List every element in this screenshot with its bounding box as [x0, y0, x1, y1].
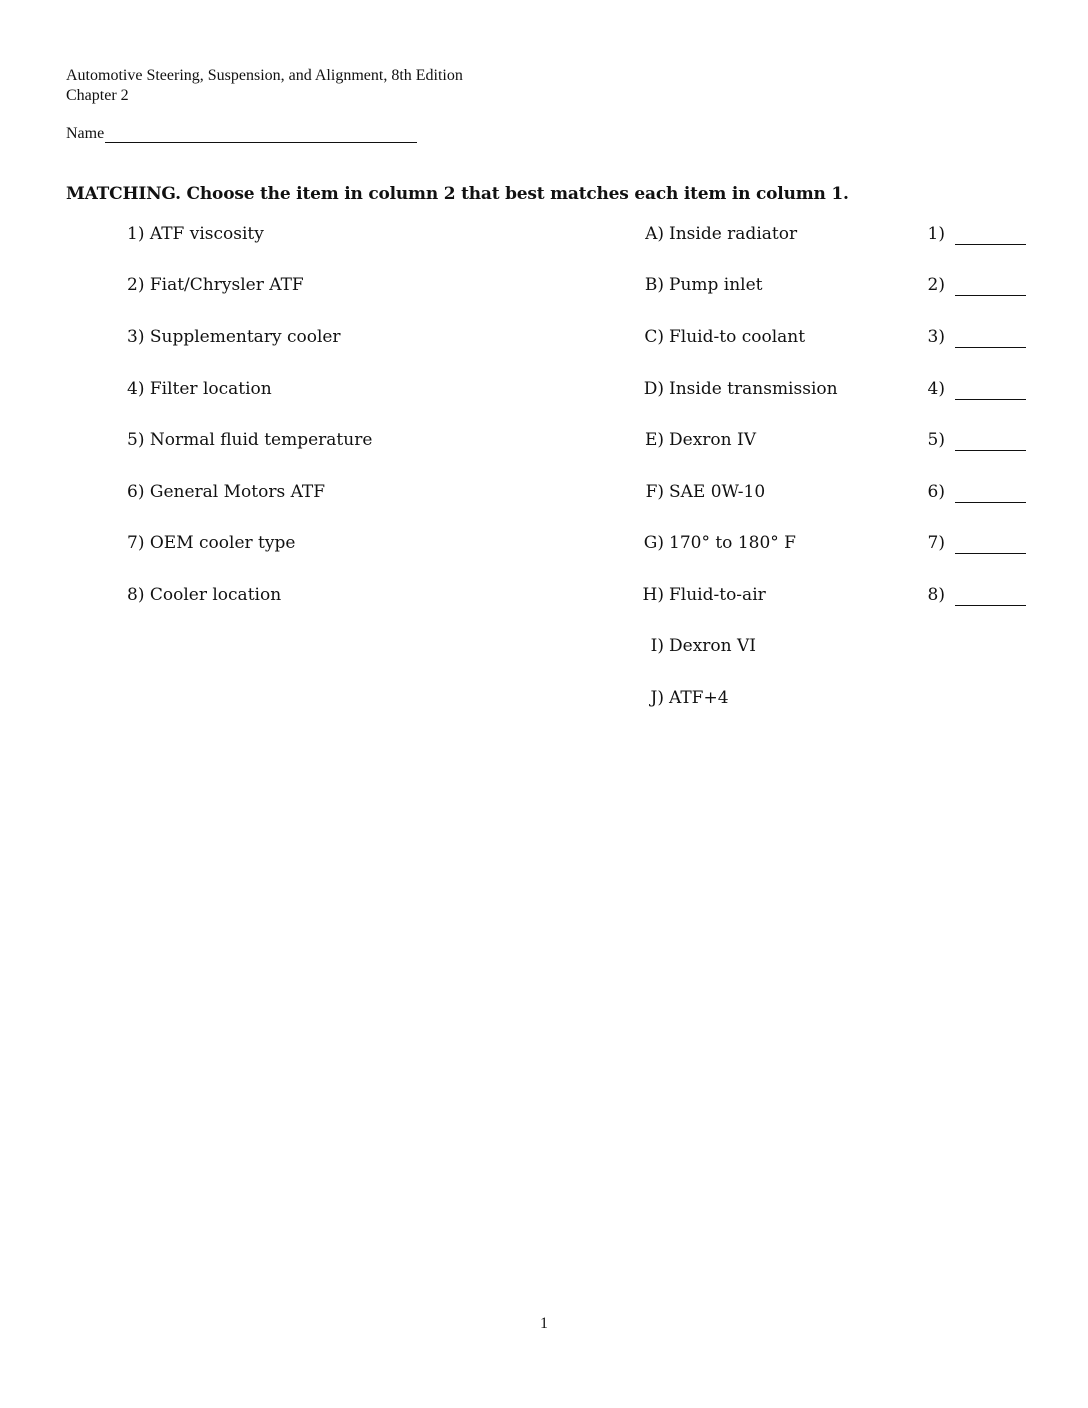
column1-item-text: OEM cooler type — [149, 533, 296, 553]
matching-row — [0, 275, 1088, 299]
matching-row — [0, 224, 1088, 248]
matching-row — [0, 533, 1088, 557]
column2-option-letter: G) — [643, 533, 664, 553]
book-title: Automotive Steering, Suspension, and Alignment, 8th Edition — [66, 67, 463, 84]
column1-item-number: 1) — [127, 224, 145, 244]
column1-item-text: Filter location — [149, 379, 272, 399]
column2-option-letter: B) — [644, 275, 664, 295]
column2-option-letter: I) — [650, 636, 664, 656]
column2-option-text: ATF+4 — [669, 688, 729, 708]
answer-blank[interactable] — [955, 399, 1026, 400]
column2-option-letter: H) — [642, 585, 664, 605]
matching-row — [0, 636, 1088, 660]
chapter-label: Chapter 2 — [66, 87, 129, 104]
column2-option — [645, 224, 798, 244]
name-label: Name — [66, 125, 105, 142]
answer-number: 5) — [927, 430, 945, 450]
column1-item — [127, 224, 264, 244]
answer-blank[interactable] — [955, 553, 1026, 554]
column1-item-text: Fiat/Chrysler ATF — [149, 275, 304, 295]
column2-option-text: Inside radiator — [669, 224, 798, 244]
column2-option — [650, 688, 729, 708]
column1-item-number: 5) — [127, 430, 145, 450]
matching-row — [0, 585, 1088, 609]
column1-item — [127, 533, 295, 553]
column2-option — [650, 636, 756, 656]
column2-option-text: Inside transmission — [669, 379, 838, 399]
column1-item — [127, 482, 325, 502]
column2-option-text: SAE 0W-10 — [669, 482, 766, 502]
answer-blank[interactable] — [955, 244, 1026, 245]
column2-option-text: Dexron IV — [669, 430, 756, 450]
column1-item-text: Supplementary cooler — [149, 327, 341, 347]
column2-option-text: Fluid-to coolant — [669, 327, 806, 347]
column2-option-letter: D) — [643, 379, 664, 399]
answer-blank[interactable] — [955, 295, 1026, 296]
column1-item — [127, 585, 281, 605]
column1-item-text: Normal fluid temperature — [149, 430, 373, 450]
column2-option — [644, 430, 756, 450]
column1-item — [127, 275, 304, 295]
column2-option — [644, 327, 806, 347]
answer-number: 4) — [927, 379, 945, 399]
column2-option-letter: E) — [644, 430, 664, 450]
answer-blank[interactable] — [955, 347, 1026, 348]
matching-row — [0, 688, 1088, 712]
matching-row — [0, 482, 1088, 506]
answer-blank[interactable] — [955, 605, 1026, 606]
column1-item-number: 2) — [127, 275, 145, 295]
page-number: 1 — [540, 1315, 548, 1332]
column1-item-number: 4) — [127, 379, 145, 399]
answer-number: 8) — [927, 585, 945, 605]
column2-option-letter: C) — [644, 327, 664, 347]
answer-blank[interactable] — [955, 450, 1026, 451]
column2-option — [643, 379, 838, 399]
answer-number: 7) — [927, 533, 945, 553]
column2-option-text: Dexron VI — [669, 636, 756, 656]
answer-number: 1) — [927, 224, 945, 244]
column2-option-text: Fluid-to-air — [669, 585, 766, 605]
column2-option-text: Pump inlet — [669, 275, 763, 295]
column1-item-text: General Motors ATF — [149, 482, 326, 502]
column1-item-number: 7) — [127, 533, 145, 553]
column2-option-text: 170° to 180° F — [669, 533, 796, 553]
column1-item — [127, 327, 341, 347]
column1-item — [127, 379, 272, 399]
answer-number: 2) — [927, 275, 945, 295]
matching-row — [0, 430, 1088, 454]
column1-item-number: 8) — [127, 585, 145, 605]
column2-option-letter: A) — [645, 224, 664, 244]
column1-item — [127, 430, 372, 450]
name-field-row — [66, 124, 417, 143]
column2-option-letter: F) — [645, 482, 664, 502]
column1-item-number: 6) — [127, 482, 145, 502]
matching-row — [0, 379, 1088, 403]
column2-option-letter: J) — [650, 688, 664, 708]
column1-item-number: 3) — [127, 327, 145, 347]
column1-item-text: ATF viscosity — [149, 224, 264, 244]
column2-option — [642, 585, 766, 605]
column2-option — [644, 275, 763, 295]
answer-number: 3) — [927, 327, 945, 347]
column2-option — [645, 482, 766, 502]
document-header — [66, 66, 463, 106]
answer-blank[interactable] — [955, 502, 1026, 503]
column1-item-text: Cooler location — [149, 585, 282, 605]
answer-number: 6) — [927, 482, 945, 502]
matching-instructions: MATCHING. Choose the item in column 2 that best matches each item in column 1. — [66, 184, 849, 204]
column2-option — [643, 533, 796, 553]
name-input-line[interactable] — [105, 124, 417, 143]
matching-row — [0, 327, 1088, 351]
